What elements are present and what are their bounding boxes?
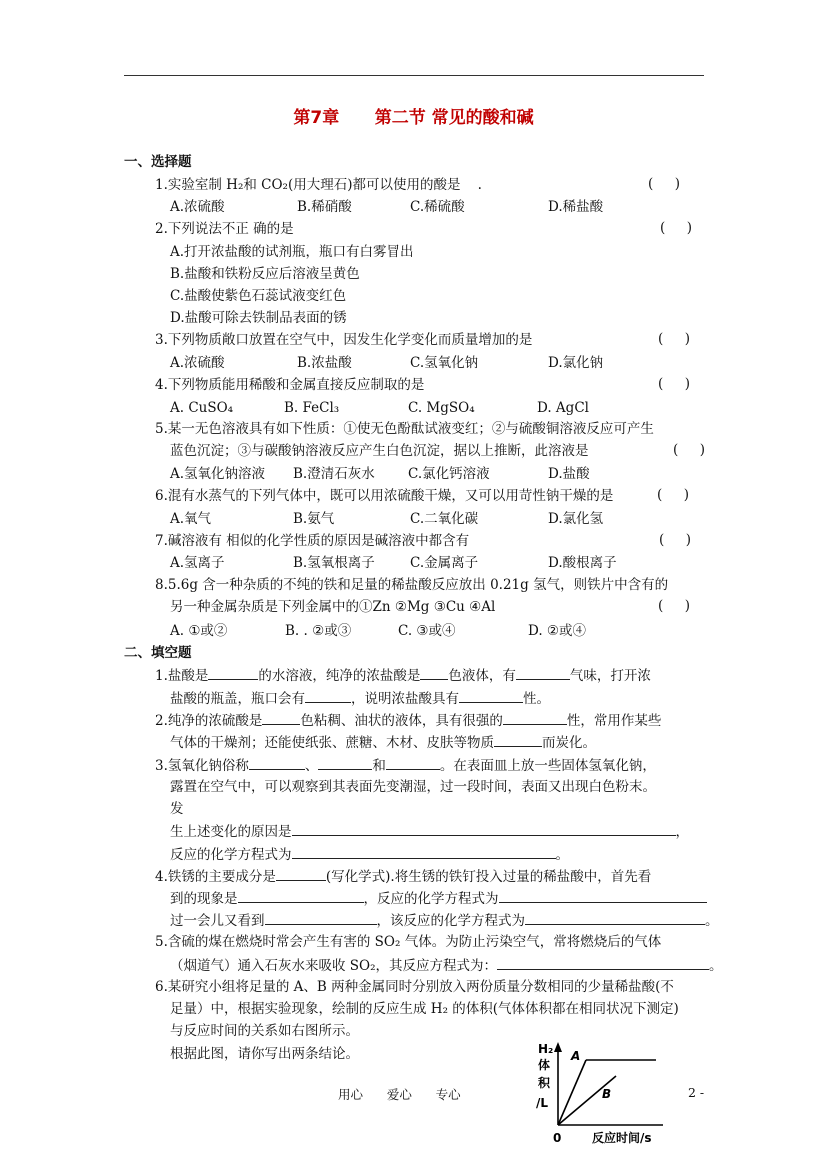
question-1-stem: 1.实验室制 H₂和 CO₂(用大理石)都可以使用的酸是 . xyxy=(155,177,482,193)
answer-paren: ( ) xyxy=(673,442,705,458)
h2-volume-time-graph xyxy=(528,1036,673,1166)
option-a: A.氢氧化钠溶液 xyxy=(170,466,266,482)
fill-question-2-line1: 2.纯净的浓硫酸是 色粘稠、油状的液体，具有很强的 性，常用作某些 xyxy=(155,713,662,729)
option-b: B. FeCl₃ xyxy=(284,400,340,416)
answer-blank[interactable] xyxy=(525,911,705,925)
fill-question-3-line2: 露置在空气中，可以观察到其表面先变潮湿，过一段时间，表面又出现白色粉末。 xyxy=(170,779,656,795)
fill-question-1-line2: 盐酸的瓶盖，瓶口会有 ，说明浓盐酸具有 性。 xyxy=(170,691,550,707)
option-d: D.盐酸可除去铁制品表面的锈 xyxy=(170,310,347,326)
fill-question-2-line2: 气体的干燥剂；还能使纸张、蔗糖、木材、皮肤等物质 而炭化。 xyxy=(170,735,596,751)
fill-question-6-line3: 与反应时间的关系如右图所示。 xyxy=(170,1023,359,1039)
option-b: B. . ②或③ xyxy=(285,623,352,639)
option-b: B.氢氧根离子 xyxy=(293,555,375,571)
fill-question-4-line1: 4.铁锈的主要成分是 (写化学式).将生锈的铁钉投入过量的稀盐酸中，首先看 xyxy=(155,869,652,885)
option-b: B.盐酸和铁粉反应后溶液呈黄色 xyxy=(170,266,360,282)
footer-motto: 用心 爱心 专心 xyxy=(338,1087,461,1102)
option-a: A.浓硫酸 xyxy=(170,199,225,215)
y-axis-label-line: /L xyxy=(536,1096,549,1110)
answer-blank[interactable] xyxy=(249,756,305,770)
option-b: B.氨气 xyxy=(293,511,335,527)
option-c: C. MgSO₄ xyxy=(408,400,475,416)
option-c: C. ③或④ xyxy=(398,623,456,639)
fill-question-3-line1: 3.氢氧化钠俗称 、 和 。在表面皿上放一些固体氢氧化钠， xyxy=(155,758,656,774)
fill-question-3-line5: 反应的化学方程式为 。 xyxy=(170,847,569,863)
question-8-line1: 8.5.6g 含一种杂质的不纯的铁和足量的稀盐酸反应放出 0.21g 氢气，则铁片中含有的 xyxy=(155,577,669,593)
answer-blank[interactable] xyxy=(318,756,372,770)
fill-question-4-line2: 到的现象是 ，反应的化学方程式为 xyxy=(170,889,707,908)
question-2-stem: 2.下列说法不正 确的是 xyxy=(155,221,294,237)
option-c: C.稀硫酸 xyxy=(410,199,465,215)
option-d: D.稀盐酸 xyxy=(548,199,604,215)
answer-paren: ( ) xyxy=(657,487,689,503)
fill-question-1-line1: 1.盐酸是 的水溶液，纯净的浓盐酸是 色液体，有 气味，打开浓 xyxy=(155,668,651,684)
option-a: A.氧气 xyxy=(170,511,212,527)
curve-a xyxy=(558,1060,586,1125)
question-6-stem: 6.混有水蒸气的下列气体中，既可以用浓硫酸干燥，又可以用苛性钠干燥的是 xyxy=(155,488,614,504)
fill-question-5-line1: 5.含硫的煤在燃烧时常会产生有害的 SO₂ 气体。为防止污染空气，常将燃烧后的气体 xyxy=(155,934,662,950)
answer-paren: ( ) xyxy=(658,598,690,614)
question-8-line2: 另一种金属杂质是下列金属中的①Zn ②Mg ③Cu ④Al xyxy=(170,599,496,615)
answer-paren: ( ) xyxy=(659,532,691,548)
question-5-line2: 蓝色沉淀；③与碳酸钠溶液反应产生白色沉淀，据以上推断，此溶液是 xyxy=(170,443,589,459)
answer-blank[interactable] xyxy=(238,889,364,903)
curve-a-label: A xyxy=(571,1049,581,1063)
answer-blank[interactable] xyxy=(420,666,448,680)
section-heading-choice: 一、选择题 xyxy=(124,154,192,170)
question-3-stem: 3.下列物质敞口放置在空气中，因发生化学变化而质量增加的是 xyxy=(155,332,533,348)
option-d: D.氯化钠 xyxy=(548,355,604,371)
y-axis-label-line: 体 xyxy=(538,1058,551,1072)
curve-b-label: B xyxy=(602,1087,612,1101)
option-d: D. ②或④ xyxy=(528,623,587,639)
answer-paren: ( ) xyxy=(658,376,690,392)
answer-blank[interactable] xyxy=(516,666,570,680)
page-title: 第7章 第二节 常见的酸和碱 xyxy=(293,108,534,128)
answer-blank[interactable] xyxy=(494,733,542,747)
answer-blank[interactable] xyxy=(497,956,709,970)
question-4-stem: 4.下列物质能用稀酸和金属直接反应制取的是 xyxy=(155,377,425,393)
answer-blank[interactable] xyxy=(305,689,351,703)
answer-paren: ( ) xyxy=(660,220,692,236)
option-d: D.酸根离子 xyxy=(548,555,617,571)
y-axis-arrow xyxy=(554,1042,562,1052)
fill-question-3-line4: 生上述变化的原因是 ， xyxy=(170,824,689,840)
option-d: D. AgCl xyxy=(537,400,589,416)
answer-paren: ( ) xyxy=(648,176,680,192)
answer-blank[interactable] xyxy=(276,867,326,881)
question-5-line1: 5.某一无色溶液具有如下性质：①使无色酚酞试液变红；②与硫酸铜溶液反应可产生 xyxy=(155,421,654,437)
option-c: C.金属离子 xyxy=(410,555,479,571)
answer-blank[interactable] xyxy=(262,711,300,725)
option-d: D.盐酸 xyxy=(548,466,590,482)
option-b: B.浓盐酸 xyxy=(297,355,352,371)
option-d: D.氯化氢 xyxy=(548,511,604,527)
option-a: A.浓硫酸 xyxy=(170,355,225,371)
fill-question-5-line2: （烟道气）通入石灰水来吸收 SO₂，其反应方程式为： 。 xyxy=(170,958,723,974)
option-c: C.盐酸使紫色石蕊试液变红色 xyxy=(170,288,347,304)
x-axis-label: 反应时间/s xyxy=(592,1131,652,1145)
answer-blank[interactable] xyxy=(499,889,707,903)
fill-question-3-line3: 发 xyxy=(170,801,184,817)
option-b: B.稀硝酸 xyxy=(297,199,352,215)
option-c: C.二氧化碳 xyxy=(410,511,479,527)
answer-blank[interactable] xyxy=(292,845,556,859)
option-b: B.澄清石灰水 xyxy=(293,466,375,482)
fill-question-4-line3: 过一会儿又看到 ，该反应的化学方程式为 。 xyxy=(170,913,719,929)
answer-blank[interactable] xyxy=(208,666,258,680)
question-7-stem: 7.碱溶液有 相似的化学性质的原因是碱溶液中都含有 xyxy=(155,533,470,549)
fill-question-6-line1: 6.某研究小组将足量的 A、B 两种金属同时分别放入两份质量分数相同的少量稀盐酸(不 xyxy=(155,979,674,995)
y-axis-label-line: 积 xyxy=(538,1076,551,1090)
option-c: C.氢氧化钠 xyxy=(410,355,479,371)
answer-blank[interactable] xyxy=(386,756,440,770)
fill-question-6-line4: 根据此图，请你写出两条结论。 xyxy=(170,1046,359,1062)
option-a: A.氢离子 xyxy=(170,555,225,571)
option-a: A. CuSO₄ xyxy=(170,400,234,416)
page-number: 2 - xyxy=(688,1085,705,1100)
section-heading-fill: 二、填空题 xyxy=(124,645,192,661)
header-rule xyxy=(124,75,704,76)
fill-question-6-line2: 足量）中，根据实验现象，绘制的反应生成 H₂ 的体积(气体体积都在相同状况下测定) xyxy=(170,1001,679,1017)
option-a: A.打开浓盐酸的试剂瓶，瓶口有白雾冒出 xyxy=(170,244,414,260)
y-axis-label-line: H₂ xyxy=(538,1042,554,1056)
answer-paren: ( ) xyxy=(658,331,690,347)
origin-label: 0 xyxy=(553,1131,562,1145)
answer-blank[interactable] xyxy=(503,711,567,725)
option-c: C.氯化钙溶液 xyxy=(408,466,490,482)
option-a: A. ①或② xyxy=(170,623,228,639)
answer-blank[interactable] xyxy=(265,911,377,925)
answer-blank[interactable] xyxy=(459,689,523,703)
answer-blank[interactable] xyxy=(292,822,676,836)
